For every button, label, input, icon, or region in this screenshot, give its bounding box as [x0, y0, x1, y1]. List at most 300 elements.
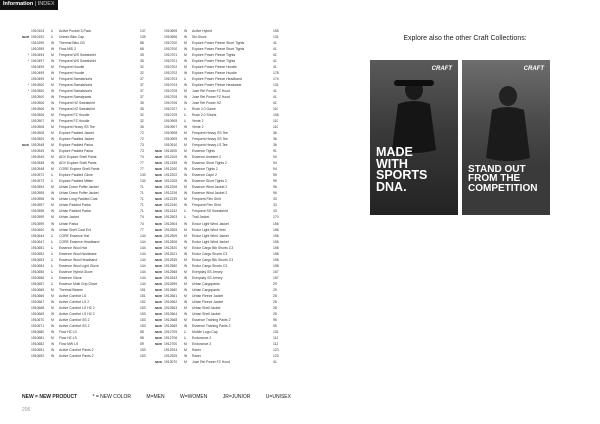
page-ref: 110	[273, 125, 279, 130]
product-name: Essence Wind Jacket 2	[192, 185, 228, 190]
page-ref: 153	[140, 317, 146, 322]
page-ref: 32	[140, 65, 144, 70]
gender-code: M	[184, 347, 187, 352]
product-name: ADV Explore Shell Pants	[59, 155, 97, 160]
page-ref: 72	[140, 131, 144, 136]
gender-code: M	[184, 257, 187, 262]
product-name: Active Hybrid	[192, 29, 212, 33]
gender-code: M	[51, 287, 54, 292]
gender-code: M	[184, 233, 187, 238]
page-ref: 110	[273, 119, 279, 124]
product-name: Vente 2	[192, 125, 204, 130]
gender-code: U	[184, 119, 187, 124]
page-ref: 112	[273, 335, 279, 340]
gender-code: W	[184, 47, 188, 52]
new-badge: NEW	[155, 221, 162, 226]
product-name: Essence Tights 2	[192, 167, 218, 172]
page-ref: 71	[140, 185, 144, 190]
product-number: 1910671	[31, 323, 45, 328]
page-ref: 151	[140, 287, 146, 292]
page-ref: 73	[140, 143, 144, 148]
product-name: Urban Padded Parka	[59, 203, 91, 208]
gender-code: W	[184, 125, 188, 130]
gender-code: M	[184, 317, 187, 322]
page-ref: 94	[273, 155, 277, 160]
page-ref: 156	[273, 239, 279, 244]
gender-code: U	[51, 251, 54, 256]
page-ref: 71	[140, 203, 144, 208]
product-name: Urban Parka	[59, 221, 79, 226]
product-name: Ski Glove	[192, 35, 207, 40]
gender-code: U	[184, 77, 187, 82]
product-name: Endur Light Wind Jacket	[192, 221, 229, 226]
page-ref: 112	[273, 341, 279, 346]
new-badge: NEW	[155, 293, 162, 298]
new-badge: NEW	[22, 143, 29, 148]
product-number: 1912206	[164, 185, 178, 190]
product-number: 1912109	[164, 155, 178, 160]
product-number: 1912662	[164, 299, 178, 304]
product-number: 1910655	[31, 269, 45, 274]
product-number: 1910652	[31, 251, 45, 256]
product-name: Essence Training Pants 2	[192, 317, 231, 322]
gender-code: W	[184, 29, 188, 33]
product-name: Essence Hybrid Glove	[59, 269, 93, 274]
new-badge: NEW	[155, 263, 162, 268]
new-badge: NEW	[155, 203, 162, 208]
page-ref: 29	[273, 281, 277, 286]
new-badge: NEW	[155, 257, 162, 262]
header-bar	[0, 0, 58, 10]
product-number: 1910665	[31, 287, 45, 292]
product-number: 1910700	[164, 41, 178, 46]
gender-code: W	[184, 35, 188, 40]
page-ref: 32	[140, 71, 144, 76]
product-name: Essence Wool Neckbase	[59, 251, 97, 256]
page-ref: 158	[273, 251, 279, 256]
product-name: Frequent HZ Sweatshirt	[59, 107, 95, 112]
page-ref: 29	[273, 287, 277, 292]
gender-code: W	[184, 191, 188, 196]
product-name: Active Comfort LS	[59, 293, 87, 298]
page-ref: 96	[273, 191, 277, 196]
product-name: Frequent Sweatpants	[59, 95, 92, 100]
page-ref: 41	[273, 59, 277, 64]
new-color-marker: *	[28, 53, 30, 58]
product-number: 1912663	[164, 305, 178, 310]
product-number: 1910647	[31, 239, 45, 244]
gender-code: M	[51, 77, 54, 82]
gender-code: W	[51, 71, 55, 76]
page-ref: 35	[140, 101, 144, 106]
product-number: 1912643	[164, 275, 178, 280]
page-ref: 130	[140, 179, 146, 184]
header-title	[3, 1, 55, 7]
gender-code: W	[51, 197, 55, 202]
gender-code: U	[51, 263, 54, 268]
page-ref: 123	[273, 347, 279, 352]
product-number: 1912202	[164, 173, 178, 178]
product-name: Active Comfort SS 2	[59, 317, 90, 322]
product-name: Urban Shell Jacket	[192, 305, 221, 310]
product-name: Thermal Beanie	[59, 287, 83, 292]
new-badge: NEW	[155, 269, 162, 274]
product-name: Explore Power Fleece Short Tights	[192, 47, 245, 52]
product-number: 1910548	[31, 143, 45, 148]
gender-code: W	[184, 101, 188, 106]
product-name: Endur Light Wind Jacket	[192, 239, 229, 244]
product-number: 1910668	[31, 305, 45, 310]
page-ref: 170	[273, 215, 279, 220]
gender-code: M	[51, 65, 54, 70]
new-badge: NEW	[155, 359, 162, 364]
gender-code: W	[184, 203, 188, 208]
product-name: Explore Power Fleece Hoodie	[192, 65, 237, 70]
product-number: 1912205	[164, 179, 178, 184]
page-ref: 58	[140, 329, 144, 334]
product-name: Endurance 2	[192, 341, 212, 346]
product-number: 1910696	[164, 35, 178, 40]
gender-code: W	[51, 137, 55, 142]
product-number: 1910599	[31, 221, 45, 226]
product-number: 1910548	[31, 161, 45, 166]
new-badge: NEW	[155, 341, 162, 346]
product-number: 1912669	[164, 323, 178, 328]
product-number: 1910691	[31, 347, 45, 352]
product-name: Essence Ambient 2	[192, 155, 222, 160]
product-number: 1910908	[164, 131, 178, 136]
page-ref: 58	[140, 335, 144, 340]
gender-code: U	[51, 233, 54, 238]
page-ref: 144	[140, 281, 146, 286]
page-ref: 144	[140, 275, 146, 280]
product-number: 1910597	[31, 203, 45, 208]
page-ref: 41	[273, 41, 277, 46]
product-name: Explore Power Fleece Hoodie	[192, 71, 237, 76]
product-number: 1912239	[164, 197, 178, 202]
product-number: 1912520	[164, 245, 178, 250]
product-name: Essence Capri 2	[192, 173, 217, 178]
product-number: 1910299	[31, 41, 45, 46]
index-column-right	[155, 28, 285, 365]
product-number: 1910701	[164, 59, 178, 64]
product-name: Frequent Heavy LS Tee	[192, 143, 228, 148]
product-name: Flow MID 2	[59, 47, 77, 52]
product-name: Frequent SS Sweatshirt	[192, 209, 228, 214]
product-name: Frequent Heavy SS Tee	[192, 131, 228, 136]
product-name: Thermal Bibs CB	[59, 41, 85, 46]
gender-code: W	[184, 173, 188, 178]
product-name: Explore Power Fleece Tights	[192, 53, 236, 58]
page-ref: 74	[140, 215, 144, 220]
product-number: 1910657	[31, 281, 45, 286]
gender-code: W	[51, 299, 55, 304]
product-number: 1910680	[31, 329, 45, 334]
new-badge: NEW	[155, 323, 162, 328]
product-name: Mobile Logo Cap	[192, 329, 218, 334]
gender-code: U	[51, 275, 54, 280]
gender-code: M	[51, 215, 54, 220]
promo-card-right[interactable]	[462, 60, 550, 215]
page-ref: 91	[273, 149, 277, 154]
product-number: 1910666	[31, 293, 45, 298]
gender-code: W	[184, 251, 188, 256]
header-title-main: Information	[3, 1, 34, 7]
page-ref: 41	[273, 65, 277, 70]
gender-code: M	[51, 167, 54, 172]
gender-code: M	[184, 41, 187, 46]
new-badge: NEW	[155, 281, 162, 286]
product-name: Explore Power Fleece Short Tights	[192, 41, 245, 46]
product-number: 1912503	[164, 215, 178, 220]
page-ref: 157	[273, 275, 279, 280]
product-number: 1910600	[31, 227, 45, 232]
page-ref: 36	[140, 125, 144, 130]
page-ref: 71	[140, 191, 144, 196]
gender-code: M	[184, 245, 187, 250]
gender-code: W	[184, 323, 188, 328]
gender-code: W	[184, 179, 188, 184]
product-name: Racer	[192, 347, 202, 352]
page-ref: 144	[140, 263, 146, 268]
product-name: ADV Explore Shell Pants	[59, 161, 97, 166]
product-number: 1910506	[31, 107, 45, 112]
page-ref: 95	[273, 317, 277, 322]
product-name: Explore Padded Mitten	[59, 179, 94, 184]
gender-code: U	[51, 179, 54, 184]
product-name: Essence Wool Hat	[59, 245, 87, 250]
page-ref: 28	[273, 305, 277, 310]
gender-code: M	[184, 281, 187, 286]
gender-code: W	[51, 101, 55, 106]
index-column-left	[22, 28, 152, 359]
page-ref: 36	[273, 137, 277, 142]
gender-code: M	[184, 143, 187, 148]
promo-card-left[interactable]	[370, 60, 458, 215]
product-number: 1912200	[164, 167, 178, 172]
new-badge: NEW	[155, 335, 162, 340]
header-subtitle-text: INDEX	[37, 1, 55, 7]
product-number: 1910499	[31, 77, 45, 82]
gender-code: M	[184, 185, 187, 190]
page-ref: 178	[273, 71, 279, 76]
legend-new: NEW = NEW PRODUCT	[22, 394, 78, 400]
product-name: Explore Power Fleece Headwear	[192, 83, 242, 88]
gender-code: U	[184, 335, 187, 340]
new-badge: NEW	[155, 209, 162, 214]
product-name: Endur Light Wind Vest	[192, 227, 226, 232]
product-name: Essence Training Pants 2	[192, 323, 231, 328]
page-ref: 152	[140, 299, 146, 304]
product-number: 1912925	[164, 353, 178, 358]
gender-code: W	[51, 323, 55, 328]
product-name: CORE Essence Headband	[59, 239, 100, 244]
gender-code: M	[51, 155, 54, 160]
new-badge: NEW	[155, 233, 162, 238]
product-name: Flow HZ LS	[59, 329, 77, 334]
page-ref: 110	[273, 107, 279, 112]
product-name: CORE Explore Shell Pants	[59, 167, 100, 172]
gender-code: U	[51, 245, 54, 250]
product-name: Frequent Sweatshorts	[59, 89, 93, 94]
gender-code: M	[184, 149, 187, 154]
gender-code: W	[51, 119, 55, 124]
product-number: 1910705	[164, 89, 178, 94]
promo-right-headline: STAND OUT FROM THE COMPETITION	[468, 163, 538, 194]
product-number: 1910500	[31, 95, 45, 100]
page-ref: 73	[140, 149, 144, 154]
page-ref: 96	[273, 185, 277, 190]
page-ref: 153	[140, 347, 146, 352]
product-name: Frequent Hoodie	[59, 71, 85, 76]
gender-code: U	[51, 257, 54, 262]
gender-code: W	[184, 221, 188, 226]
gender-code: W	[51, 59, 55, 64]
gender-code: M	[51, 293, 54, 298]
product-name: Urban Fleece Jacket	[192, 293, 224, 298]
gender-code: M	[184, 131, 187, 136]
product-number: 1910499	[31, 65, 45, 70]
product-number: 1910702	[164, 71, 178, 76]
product-name: Essence Tights	[192, 149, 215, 154]
product-name: Endur Light Wind Jacket	[192, 233, 229, 238]
product-name: Urban Down Puffer Jacket	[59, 191, 99, 196]
product-number: 1910656	[31, 275, 45, 280]
product-number: 1910508	[31, 125, 45, 130]
legend	[22, 394, 305, 400]
product-name: Endur Cargo Shorts C3	[192, 263, 228, 268]
new-color-marker: *	[28, 35, 30, 40]
page-ref: 37	[140, 77, 144, 82]
page-ref: 32	[140, 113, 144, 118]
gender-code: M	[184, 305, 187, 310]
gender-code: M	[184, 197, 187, 202]
product-number: 1910507	[31, 119, 45, 124]
page-ref: 156	[273, 233, 279, 238]
page-ref: 41	[273, 101, 277, 106]
gender-code: U	[184, 215, 187, 220]
gender-code: W	[184, 239, 188, 244]
page-ref: 94	[273, 167, 277, 172]
product-number: 1912924	[164, 347, 178, 352]
product-number: 1912660	[164, 287, 178, 292]
gender-code: M	[51, 317, 54, 322]
page-ref: 131	[273, 329, 279, 334]
product-name: Vente 2	[192, 119, 204, 124]
gender-code: W	[51, 221, 55, 226]
product-name: Rush 2.0 Shorts	[192, 113, 217, 118]
product-name: Frequent Flex Shirt	[192, 203, 221, 208]
product-number: 1912506	[164, 239, 178, 244]
page-ref: 33	[273, 203, 277, 208]
gender-code: W	[51, 311, 55, 316]
product-name: Flow HZ LS	[59, 335, 77, 340]
product-number: 1910700	[164, 47, 178, 52]
page-ref: 131	[273, 83, 279, 88]
product-number: 1912506	[164, 233, 178, 238]
product-number: 1910594	[31, 185, 45, 190]
product-name: Urban Down Puffer Jacket	[59, 185, 99, 190]
page-ref: 137	[140, 29, 146, 33]
page-ref: 74	[140, 221, 144, 226]
product-number: 1910670	[31, 317, 45, 322]
page-ref: 139	[140, 35, 146, 40]
page-ref: 153	[140, 305, 146, 310]
product-name: Explore Power Fleece Tights	[192, 59, 236, 64]
product-number: 1910573	[31, 179, 45, 184]
new-badge: NEW	[155, 305, 162, 310]
product-number: 1910703	[164, 77, 178, 82]
product-name: Active Comfort LS HZ 2	[59, 311, 95, 316]
page-ref: 37	[140, 89, 144, 94]
page-ref: 88	[140, 41, 144, 46]
page-ref: 37	[140, 83, 144, 88]
product-name: Frequent WS Sweatshirt	[59, 59, 96, 64]
gender-code: M	[51, 131, 54, 136]
gender-code: W	[51, 41, 55, 46]
gender-code: W	[51, 161, 55, 166]
page-ref: 72	[140, 137, 144, 142]
new-badge: NEW	[155, 167, 162, 172]
product-number: 1912240	[164, 203, 178, 208]
product-number: 1912521	[164, 251, 178, 256]
page-ref: 123	[273, 353, 279, 358]
product-number: 1910494	[31, 53, 45, 58]
page-ref: 130	[140, 173, 146, 178]
gender-code: U	[184, 329, 187, 334]
page-ref: 41	[273, 53, 277, 58]
index-row	[22, 353, 152, 359]
product-number: 1910595	[31, 191, 45, 196]
page-ref: 153	[140, 311, 146, 316]
product-number: 1912664	[164, 311, 178, 316]
product-number: 1910682	[31, 341, 45, 346]
page-ref: 28	[273, 293, 277, 298]
page-ref: 36	[273, 143, 277, 148]
page-ref: 95	[273, 173, 277, 178]
gender-code: W	[51, 341, 55, 346]
gender-code: W	[51, 107, 55, 112]
product-number: 1910706	[164, 101, 178, 106]
gender-code: W	[184, 161, 188, 166]
gender-code: W	[51, 95, 55, 100]
page-ref: 144	[140, 251, 146, 256]
product-name: Essence Multi Grip Glove	[59, 281, 98, 286]
new-badge: NEW	[22, 35, 29, 40]
new-badge: NEW	[155, 191, 162, 196]
product-name: Explore Power Fleece Headband	[192, 77, 242, 82]
legend-men: M=MEN	[146, 394, 165, 400]
product-number: 1913070	[164, 359, 178, 364]
page-ref: 155	[273, 29, 279, 33]
product-number: 1912661	[164, 293, 178, 298]
gender-code: W	[51, 209, 55, 214]
gender-code: W	[51, 47, 55, 52]
product-name: Active Comfort LS HZ 2	[59, 305, 95, 310]
gender-code: U	[51, 269, 54, 274]
product-name: Flow MW LS	[59, 341, 79, 346]
gender-code: M	[184, 65, 187, 70]
product-name: Essence Short Tights 2	[192, 161, 227, 166]
product-name: Frequent Sweatshorts	[59, 83, 93, 88]
new-badge: NEW	[155, 239, 162, 244]
product-number: 1912242	[164, 209, 178, 214]
page-ref: 77	[140, 161, 144, 166]
product-name: Explore Padded Parka	[59, 143, 93, 148]
page-ref: 35	[140, 59, 144, 64]
gender-code: M	[184, 89, 187, 94]
new-badge: NEW	[155, 311, 162, 316]
